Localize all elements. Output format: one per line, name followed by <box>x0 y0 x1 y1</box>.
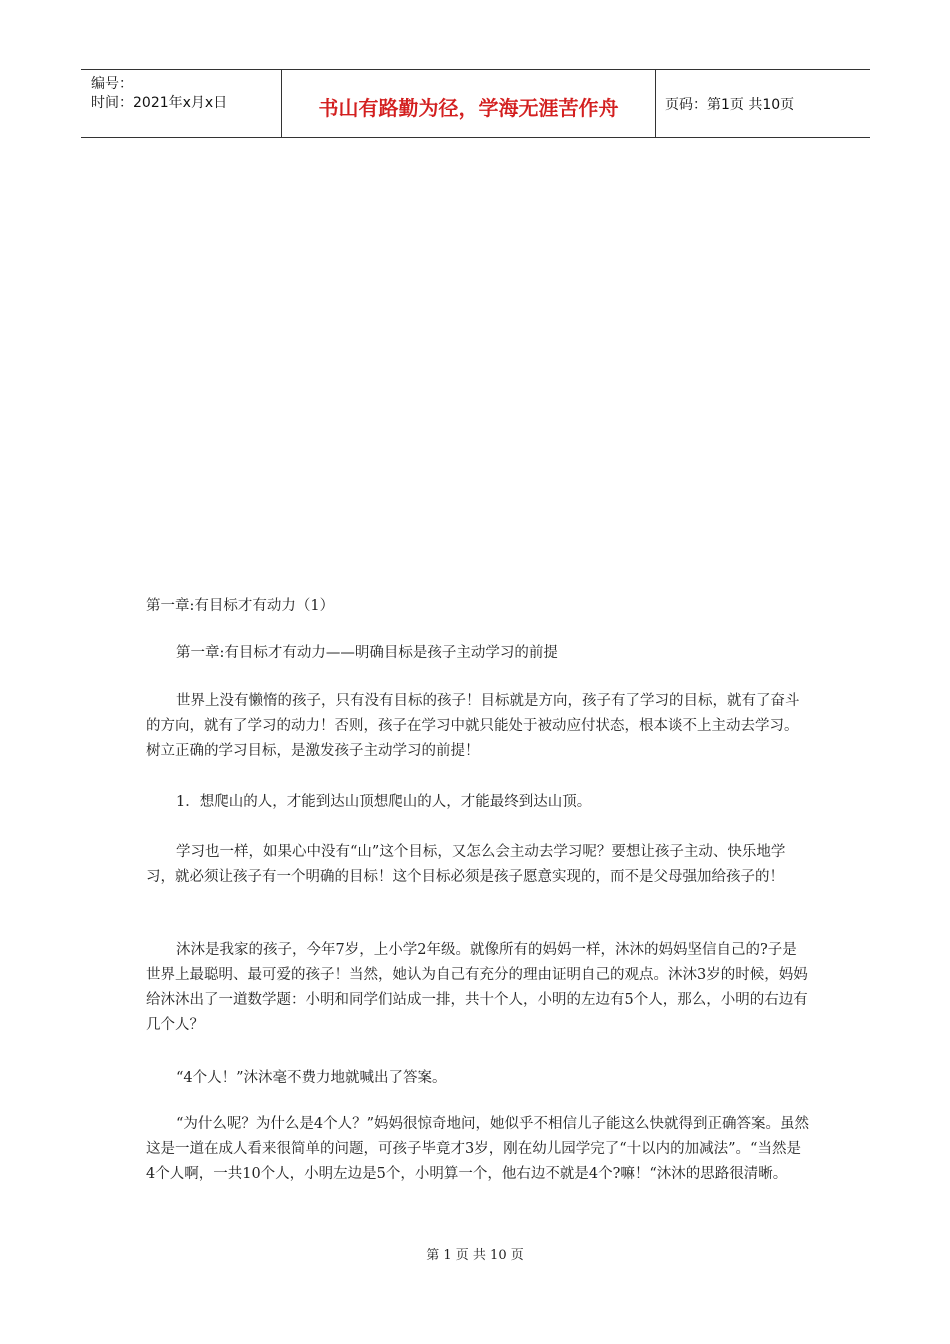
chapter-title: 第一章:有目标才有动力（1） <box>146 598 335 614</box>
header-page-label: 页码：第1页 共10页 <box>665 97 795 113</box>
header-motto-cell <box>281 70 656 137</box>
page-footer: 第 1 页 共 10 页 <box>426 1248 524 1263</box>
header-info-cell <box>81 70 281 137</box>
paragraph: “4个人！”沐沐毫不费力地就喊出了答案。 <box>176 1070 447 1086</box>
header-page-cell <box>655 70 870 137</box>
paragraph: “为什么呢？为什么是4个人？”妈妈很惊奇地问，她似乎不相信儿子能这么快就得到正确答案。虽然这是一道在成人看来很简单的问题，可孩子毕竟才3岁，刚在幼儿园学完了“十以内的加减法”。“当然是4个人啊，一共10个人，小明左边是5个，小明算一个，他右边不就是4个?嘛！“沐沐的思路很清晰。 <box>146 1116 810 1182</box>
paragraph: 1．想爬山的人，才能到达山顶想爬山的人，才能最终到达山顶。 <box>176 794 592 810</box>
paragraph: 学习也一样，如果心中没有“山”这个目标，又怎么会主动去学习呢？要想让孩子主动、快乐地学习，就必须让孩子有一个明确的目标！这个目标必须是孩子愿意实现的，而不是父母强加给孩子的！ <box>146 844 786 885</box>
document-date-label: 时间：2021年x月x日 <box>91 95 228 111</box>
document-number-label: 编号： <box>91 76 133 92</box>
header-motto: 书山有路勤为径，学海无涯苦作舟 <box>318 96 619 120</box>
chapter-subtitle: 第一章:有目标才有动力——明确目标是孩子主动学习的前提 <box>176 645 558 661</box>
paragraph: 沐沐是我家的孩子，今年7岁，上小学2年级。就像所有的妈妈一样，沐沐的妈妈坚信自己的?子是世界上最聪明、最可爱的孩子！当然，她认为自己有充分的理由证明自己的观点。沐沐3岁的时候，妈妈给沐沐出了一道数学题：小明和同学们站成一排，共十个人，小明的左边有5个人，那么，小明的右边有几个人？ <box>146 942 808 1033</box>
document-header <box>81 69 870 138</box>
paragraph: 世界上没有懒惰的孩子，只有没有目标的孩子！目标就是方向，孩子有了学习的目标，就有了奋斗的方向，就有了学习的动力！否则，孩子在学习中就只能处于被动应付状态，根本谈不上主动去学习。树立正确的学习目标，是激发孩子主动学习的前提！ <box>146 693 800 759</box>
